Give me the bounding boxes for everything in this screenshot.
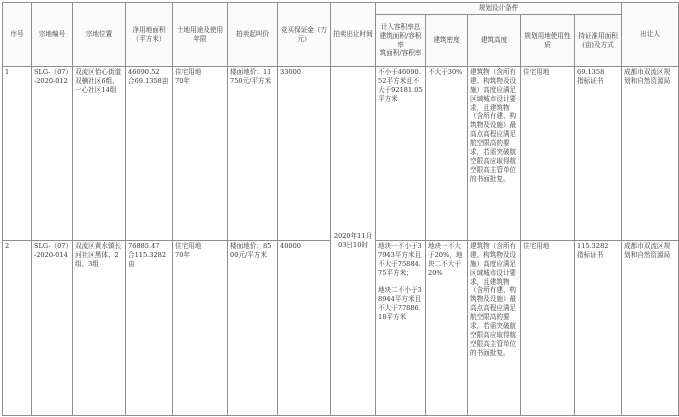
row1-net-area: 46090.52 合69.1358亩	[126, 67, 173, 241]
row2-net-area: 76885.47 合115.3282亩	[126, 241, 173, 416]
header-plan-group: 规划设计条件	[376, 3, 622, 15]
row1-height: 建筑物（含所有建、构筑物及设施）高度应满足区域城市设计要求，且建筑物（含所有建、构筑物及设施）最高点高程应满足航空限高的要求，若需突破航空限高应取得航空限高主管单位的书面批复。	[468, 67, 521, 241]
header-location: 宗地位置	[73, 3, 126, 67]
land-auction-table	[2, 2, 679, 416]
header-height: 建筑高度	[468, 15, 521, 67]
header-seq: 序号	[3, 3, 32, 67]
row2-plan-use: 住宅用地	[521, 241, 575, 416]
header-start-price: 拍卖起叫价	[228, 3, 278, 67]
header-plan-use: 规划用地使用性质	[521, 15, 575, 67]
header-net-area: 净用地面积（平方米）	[126, 3, 173, 67]
header-indicator: 持证准用面积(亩)及方式	[575, 15, 622, 67]
row2-height: 建筑物（含所有建、构筑物及设施）高度应满足区域城市设计要求，且建筑物（含所有建、构筑物及设施）最高点高程应满足航空限高的要求，若需突破航空限高应取得航空限高主管单位的书面批复。	[468, 241, 521, 416]
row1-start-price: 楼面地价：11750元/平方米	[228, 67, 278, 241]
table-row	[3, 67, 679, 241]
row2-indicator: 115.3282 指标证书	[575, 241, 622, 416]
row2-use-term	[173, 241, 228, 416]
header-code: 宗地编号	[32, 3, 73, 67]
row1-term: 70年	[175, 76, 190, 85]
auction-time-cell: 2020年11月03日10时	[331, 67, 376, 416]
row1-indicator: 69.1358 指标证书	[575, 67, 622, 241]
row2-use: 住宅用地	[175, 242, 202, 250]
row2-start-price: 楼面地价：8500元/平方米	[228, 241, 278, 416]
row1-plan-use: 住宅用地	[521, 67, 575, 241]
header-far-line2: 筑面积/容积率	[379, 49, 422, 58]
header-use-term: 土地用途及使用年限	[173, 3, 228, 67]
land-auction-table-container	[2, 2, 671, 415]
row2-far: 地块一不小于37943平方米且不大于75884.75平方米； 地块二不小于38944平方米且不大于77886.18平方米	[376, 241, 426, 416]
row2-deposit: 40000	[278, 241, 331, 416]
row2-seq: 2	[3, 241, 32, 416]
header-far	[376, 15, 426, 67]
row1-code: SLG-（07）-2020-012	[32, 67, 73, 241]
row2-term: 70年	[175, 250, 190, 259]
row2-transferor: 成都市双流区规划和自然资源局	[622, 241, 679, 416]
row1-use-term	[173, 67, 228, 241]
row1-seq: 1	[3, 67, 32, 241]
header-auction-time: 拍卖出让时间	[331, 3, 376, 67]
row2-code: SLG-（07）-2020-014	[32, 241, 73, 416]
row1-transferor: 成都市双流区规划和自然资源局	[622, 67, 679, 241]
row1-deposit: 33000	[278, 67, 331, 241]
row2-location: 双流区黄水镇长河社区黑体、2组、3组	[73, 241, 126, 416]
row1-density: 不大于30%	[426, 67, 468, 241]
header-density: 建筑密度	[426, 15, 468, 67]
row1-far: 不小于46090.52平方米且不大于92181.05平方米	[376, 67, 426, 241]
row2-density: 地块一不大于20%，地块二不大于20%	[426, 241, 468, 416]
header-far-line1: 计入容积率总建筑面积/容积率	[379, 22, 422, 49]
header-deposit: 竞买保证金（万元）	[278, 3, 331, 67]
header-transferor: 出让人	[622, 3, 679, 67]
row1-use: 住宅用地	[175, 68, 202, 76]
row1-location: 双流区怡心街道双楠社区6组、一心社区14组	[73, 67, 126, 241]
